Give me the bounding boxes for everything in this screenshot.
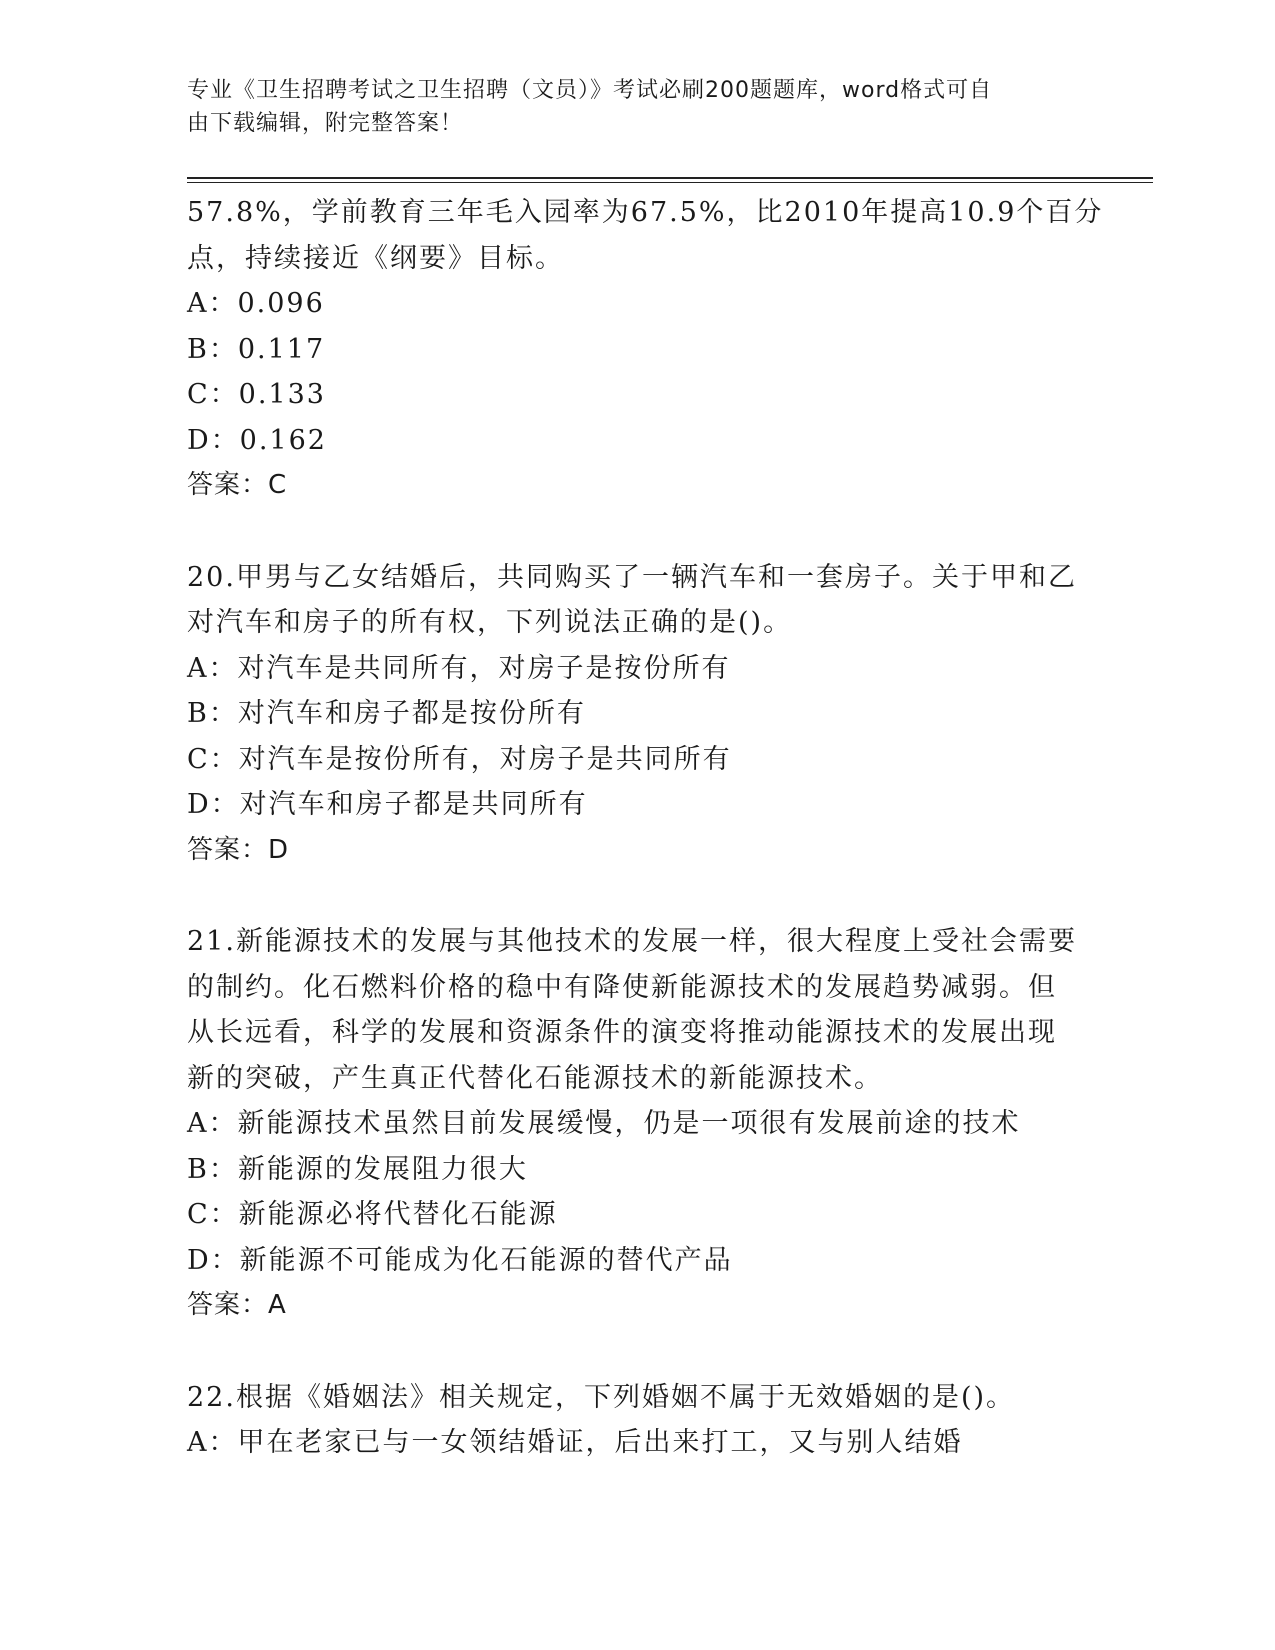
- document-header: [187, 74, 1087, 140]
- option-a: A：对汽车是共同所有，对房子是按份所有: [187, 652, 731, 684]
- question-22: [187, 1375, 1087, 1466]
- question-text-line: 新的突破，产生真正代替化石能源技术的新能源技术。: [187, 1062, 883, 1094]
- option-a: A：0.096: [187, 288, 325, 319]
- question-21: [187, 919, 1087, 1329]
- option-b: B：对汽车和房子都是按份所有: [187, 698, 586, 729]
- question-text-line: 57.8%，学前教育三年毛入园率为67.5%，比2010年提高10.9个百分: [187, 197, 1104, 228]
- header-divider-thick: [187, 177, 1153, 179]
- header-line-2: 由下载编辑，附完整答案！: [187, 111, 464, 136]
- option-d: D：新能源不可能成为化石能源的替代产品: [187, 1244, 733, 1276]
- option-c: C：对汽车是按份所有，对房子是共同所有: [187, 743, 732, 775]
- answer-label: 答案：D: [187, 834, 290, 865]
- header-line-1: 专业《卫生招聘考试之卫生招聘（文员）》考试必刷200题题库，word格式可自: [187, 78, 993, 103]
- question-text-line: 22.根据《婚姻法》相关规定，下列婚姻不属于无效婚姻的是()。: [187, 1381, 1016, 1413]
- spacer: [187, 509, 1087, 555]
- question-text-line: 的制约。化石燃料价格的稳中有降使新能源技术的发展趋势减弱。但: [187, 971, 1057, 1003]
- header-divider-thin: [187, 182, 1153, 183]
- option-c: C：0.133: [187, 379, 326, 410]
- option-c: C：新能源必将代替化石能源: [187, 1199, 558, 1230]
- question-20: [187, 555, 1087, 874]
- option-d: D：对汽车和房子都是共同所有: [187, 789, 588, 820]
- option-a: A：新能源技术虽然目前发展缓慢，仍是一项很有发展前途的技术: [187, 1108, 1021, 1139]
- option-b: B：新能源的发展阻力很大: [187, 1153, 528, 1185]
- question-19: [187, 190, 1104, 509]
- question-content: [187, 190, 1104, 1466]
- spacer: [187, 1329, 1087, 1375]
- question-text-line: 21.新能源技术的发展与其他技术的发展一样，很大程度上受社会需要: [187, 926, 1077, 957]
- option-b: B：0.117: [187, 333, 326, 365]
- question-text-line: 点，持续接近《纲要》目标。: [187, 242, 564, 274]
- option-d: D：0.162: [187, 424, 327, 456]
- option-a: A：甲在老家已与一女领结婚证，后出来打工，又与别人结婚: [187, 1427, 963, 1458]
- answer-label: 答案：C: [187, 470, 288, 500]
- answer-label: 答案：A: [187, 1290, 287, 1320]
- spacer: [187, 873, 1087, 919]
- question-text-line: 从长远看，科学的发展和资源条件的演变将推动能源技术的发展出现: [187, 1017, 1057, 1048]
- question-text-line: 20.甲男与乙女结婚后，共同购买了一辆汽车和一套房子。关于甲和乙: [187, 561, 1077, 593]
- question-text-line: 对汽车和房子的所有权，下列说法正确的是()。: [187, 607, 793, 638]
